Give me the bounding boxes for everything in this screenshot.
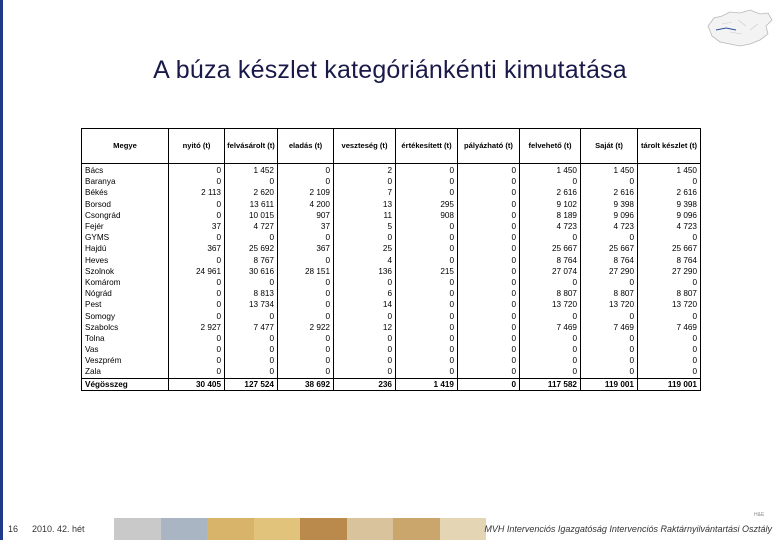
value-cell: 24 961: [169, 266, 225, 277]
value-cell: 0: [169, 176, 225, 187]
value-cell: 8 189: [520, 210, 581, 221]
value-cell: 0: [169, 210, 225, 221]
value-cell: 7 469: [638, 322, 701, 333]
value-cell: 0: [396, 243, 458, 254]
value-cell: 0: [458, 255, 520, 266]
value-cell: 0: [581, 333, 638, 344]
county-cell: Hajdú: [82, 243, 169, 254]
grain-photo-tile: [161, 518, 208, 540]
value-cell: 30 616: [225, 266, 278, 277]
county-cell: Komárom: [82, 277, 169, 288]
value-cell: 8 807: [520, 288, 581, 299]
value-cell: 2 109: [278, 187, 334, 198]
value-cell: 0: [638, 355, 701, 366]
stock-table: [81, 128, 701, 391]
value-cell: 0: [169, 299, 225, 310]
value-cell: 0: [396, 255, 458, 266]
value-cell: 0: [225, 344, 278, 355]
value-cell: 0: [638, 277, 701, 288]
value-cell: 0: [458, 322, 520, 333]
value-cell: 0: [225, 333, 278, 344]
value-cell: 0: [520, 176, 581, 187]
value-cell: 0: [520, 232, 581, 243]
value-cell: 236: [334, 378, 396, 390]
county-cell: Baranya: [82, 176, 169, 187]
value-cell: 0: [396, 277, 458, 288]
value-cell: 0: [638, 333, 701, 344]
value-cell: 0: [638, 310, 701, 321]
value-cell: 25: [334, 243, 396, 254]
value-cell: 0: [396, 333, 458, 344]
value-cell: 0: [334, 232, 396, 243]
value-cell: 25 667: [520, 243, 581, 254]
value-cell: 0: [638, 232, 701, 243]
value-cell: 0: [458, 378, 520, 390]
table-row: [82, 366, 701, 378]
value-cell: 0: [225, 232, 278, 243]
value-cell: 0: [278, 299, 334, 310]
table-row: [82, 344, 701, 355]
value-cell: 0: [458, 366, 520, 378]
value-cell: 0: [638, 366, 701, 378]
value-cell: 0: [581, 366, 638, 378]
value-cell: 0: [520, 366, 581, 378]
value-cell: 0: [396, 310, 458, 321]
value-cell: 907: [278, 210, 334, 221]
value-cell: 0: [169, 277, 225, 288]
county-cell: Nógrád: [82, 288, 169, 299]
table-row: [82, 288, 701, 299]
value-cell: 4 723: [581, 221, 638, 232]
slide-title: A búza készlet kategóriánkénti kimutatása: [153, 56, 627, 84]
value-cell: 0: [278, 366, 334, 378]
value-cell: 9 398: [581, 199, 638, 210]
value-cell: 0: [458, 266, 520, 277]
value-cell: 0: [581, 355, 638, 366]
value-cell: 0: [458, 344, 520, 355]
value-cell: 0: [638, 176, 701, 187]
table-row: [82, 164, 701, 177]
value-cell: 0: [278, 277, 334, 288]
table-row: [82, 243, 701, 254]
table-row: [82, 333, 701, 344]
table-row: [82, 277, 701, 288]
value-cell: 0: [458, 243, 520, 254]
table-row: [82, 299, 701, 310]
column-header: tárolt készlet (t): [638, 129, 701, 164]
value-cell: 9 398: [638, 199, 701, 210]
table-header-row: [82, 129, 701, 164]
value-cell: 0: [458, 299, 520, 310]
value-cell: 4: [334, 255, 396, 266]
value-cell: 2 113: [169, 187, 225, 198]
value-cell: 8 764: [581, 255, 638, 266]
table-row: [82, 310, 701, 321]
value-cell: 7: [334, 187, 396, 198]
grain-photo-tile: [347, 518, 394, 540]
value-cell: 1 450: [638, 164, 701, 177]
corner-mark: H&E: [754, 512, 765, 518]
table-row: [82, 176, 701, 187]
page-number: 16: [8, 524, 19, 534]
grain-photo-strip: [114, 518, 486, 540]
value-cell: 0: [278, 288, 334, 299]
value-cell: 13 720: [520, 299, 581, 310]
value-cell: 0: [581, 310, 638, 321]
grain-photo-tile: [300, 518, 347, 540]
value-cell: 8 807: [581, 288, 638, 299]
column-header: felvásárolt (t): [225, 129, 278, 164]
value-cell: 0: [169, 310, 225, 321]
county-cell: GYMS: [82, 232, 169, 243]
value-cell: 0: [638, 344, 701, 355]
county-cell: Zala: [82, 366, 169, 378]
value-cell: 0: [396, 322, 458, 333]
value-cell: 9 102: [520, 199, 581, 210]
value-cell: 0: [458, 187, 520, 198]
value-cell: 12: [334, 322, 396, 333]
column-header: értékesített (t): [396, 129, 458, 164]
value-cell: 0: [278, 310, 334, 321]
value-cell: 0: [169, 366, 225, 378]
value-cell: 4 200: [278, 199, 334, 210]
value-cell: 117 582: [520, 378, 581, 390]
value-cell: 2 616: [638, 187, 701, 198]
county-cell: Végösszeg: [82, 378, 169, 390]
grain-photo-tile: [254, 518, 301, 540]
value-cell: 136: [334, 266, 396, 277]
table-row: [82, 187, 701, 198]
value-cell: 30 405: [169, 378, 225, 390]
value-cell: 0: [458, 277, 520, 288]
value-cell: 0: [225, 310, 278, 321]
column-header: veszteség (t): [334, 129, 396, 164]
value-cell: 4 723: [520, 221, 581, 232]
value-cell: 25 692: [225, 243, 278, 254]
county-cell: Fejér: [82, 221, 169, 232]
value-cell: 0: [581, 344, 638, 355]
value-cell: 28 151: [278, 266, 334, 277]
value-cell: 0: [278, 164, 334, 177]
value-cell: 0: [396, 299, 458, 310]
value-cell: 119 001: [581, 378, 638, 390]
value-cell: 0: [458, 333, 520, 344]
value-cell: 0: [458, 310, 520, 321]
value-cell: 0: [396, 355, 458, 366]
value-cell: 4 727: [225, 221, 278, 232]
value-cell: 0: [169, 255, 225, 266]
value-cell: 0: [225, 355, 278, 366]
value-cell: 2 616: [581, 187, 638, 198]
value-cell: 7 477: [225, 322, 278, 333]
value-cell: 1 450: [581, 164, 638, 177]
value-cell: 119 001: [638, 378, 701, 390]
value-cell: 8 764: [638, 255, 701, 266]
value-cell: 0: [458, 288, 520, 299]
column-header: felvehető (t): [520, 129, 581, 164]
value-cell: 37: [169, 221, 225, 232]
value-cell: 0: [169, 232, 225, 243]
column-header: nyitó (t): [169, 129, 225, 164]
value-cell: 0: [278, 333, 334, 344]
value-cell: 0: [169, 164, 225, 177]
value-cell: 11: [334, 210, 396, 221]
value-cell: 2 927: [169, 322, 225, 333]
county-cell: Szabolcs: [82, 322, 169, 333]
column-header: Megye: [82, 129, 169, 164]
table-row: [82, 355, 701, 366]
table-row: [82, 221, 701, 232]
county-cell: Szolnok: [82, 266, 169, 277]
grain-photo-tile: [393, 518, 440, 540]
county-cell: Békés: [82, 187, 169, 198]
value-cell: 2 616: [520, 187, 581, 198]
value-cell: 0: [334, 355, 396, 366]
value-cell: 0: [520, 355, 581, 366]
value-cell: 37: [278, 221, 334, 232]
value-cell: 0: [169, 199, 225, 210]
total-row: [82, 378, 701, 390]
value-cell: 27 290: [638, 266, 701, 277]
grain-photo-tile: [207, 518, 254, 540]
value-cell: 0: [225, 277, 278, 288]
value-cell: 0: [278, 355, 334, 366]
value-cell: 0: [278, 176, 334, 187]
value-cell: 0: [334, 366, 396, 378]
value-cell: 0: [458, 164, 520, 177]
value-cell: 7 469: [520, 322, 581, 333]
footer-date: 2010. 42. hét: [32, 524, 85, 534]
value-cell: 0: [334, 176, 396, 187]
value-cell: 0: [396, 232, 458, 243]
value-cell: 127 524: [225, 378, 278, 390]
hungary-map-logo: [702, 4, 776, 54]
grain-photo-tile: [440, 518, 487, 540]
value-cell: 0: [169, 333, 225, 344]
value-cell: 0: [458, 232, 520, 243]
value-cell: 0: [520, 277, 581, 288]
value-cell: 13 611: [225, 199, 278, 210]
value-cell: 13 734: [225, 299, 278, 310]
value-cell: 0: [225, 366, 278, 378]
footer-organization: MVH Intervenciós Igazgatóság Intervenciós Raktárnyilvántartási Osztály: [484, 524, 772, 534]
county-cell: Tolna: [82, 333, 169, 344]
value-cell: 0: [396, 164, 458, 177]
value-cell: 13 720: [638, 299, 701, 310]
value-cell: 9 096: [581, 210, 638, 221]
value-cell: 27 290: [581, 266, 638, 277]
value-cell: 5: [334, 221, 396, 232]
value-cell: 0: [458, 210, 520, 221]
value-cell: 7 469: [581, 322, 638, 333]
value-cell: 0: [581, 176, 638, 187]
column-header: Saját (t): [581, 129, 638, 164]
value-cell: 13: [334, 199, 396, 210]
value-cell: 0: [278, 232, 334, 243]
value-cell: 8 813: [225, 288, 278, 299]
value-cell: 295: [396, 199, 458, 210]
table-row: [82, 210, 701, 221]
column-header: eladás (t): [278, 129, 334, 164]
value-cell: 8 764: [520, 255, 581, 266]
value-cell: 0: [458, 355, 520, 366]
value-cell: 10 015: [225, 210, 278, 221]
table-row: [82, 255, 701, 266]
county-cell: Somogy: [82, 310, 169, 321]
value-cell: 38 692: [278, 378, 334, 390]
value-cell: 908: [396, 210, 458, 221]
value-cell: 8 807: [638, 288, 701, 299]
value-cell: 0: [334, 333, 396, 344]
value-cell: 8 767: [225, 255, 278, 266]
value-cell: 0: [396, 344, 458, 355]
value-cell: 2 922: [278, 322, 334, 333]
column-header: pályázható (t): [458, 129, 520, 164]
value-cell: 0: [278, 344, 334, 355]
value-cell: 0: [169, 355, 225, 366]
value-cell: 0: [581, 232, 638, 243]
value-cell: 1 419: [396, 378, 458, 390]
value-cell: 0: [458, 221, 520, 232]
value-cell: 0: [396, 366, 458, 378]
table-row: [82, 199, 701, 210]
table-row: [82, 322, 701, 333]
value-cell: 1 450: [520, 164, 581, 177]
value-cell: 0: [520, 333, 581, 344]
value-cell: 0: [396, 288, 458, 299]
value-cell: 0: [458, 199, 520, 210]
value-cell: 0: [581, 277, 638, 288]
value-cell: 25 667: [581, 243, 638, 254]
value-cell: 0: [225, 176, 278, 187]
value-cell: 14: [334, 299, 396, 310]
value-cell: 2: [334, 164, 396, 177]
value-cell: 367: [169, 243, 225, 254]
value-cell: 0: [396, 176, 458, 187]
value-cell: 0: [396, 187, 458, 198]
value-cell: 2 620: [225, 187, 278, 198]
value-cell: 0: [396, 221, 458, 232]
value-cell: 0: [334, 277, 396, 288]
county-cell: Pest: [82, 299, 169, 310]
value-cell: 0: [334, 310, 396, 321]
value-cell: 27 074: [520, 266, 581, 277]
value-cell: 0: [458, 176, 520, 187]
value-cell: 0: [169, 344, 225, 355]
table-row: [82, 232, 701, 243]
value-cell: 4 723: [638, 221, 701, 232]
county-cell: Veszprém: [82, 355, 169, 366]
value-cell: 215: [396, 266, 458, 277]
county-cell: Vas: [82, 344, 169, 355]
value-cell: 0: [520, 344, 581, 355]
value-cell: 0: [520, 310, 581, 321]
value-cell: 1 452: [225, 164, 278, 177]
value-cell: 0: [334, 344, 396, 355]
value-cell: 9 096: [638, 210, 701, 221]
value-cell: 367: [278, 243, 334, 254]
value-cell: 6: [334, 288, 396, 299]
value-cell: 0: [278, 255, 334, 266]
value-cell: 25 667: [638, 243, 701, 254]
county-cell: Borsod: [82, 199, 169, 210]
value-cell: 13 720: [581, 299, 638, 310]
county-cell: Heves: [82, 255, 169, 266]
grain-photo-tile: [114, 518, 161, 540]
table-row: [82, 266, 701, 277]
county-cell: Bács: [82, 164, 169, 177]
county-cell: Csongrád: [82, 210, 169, 221]
value-cell: 0: [169, 288, 225, 299]
